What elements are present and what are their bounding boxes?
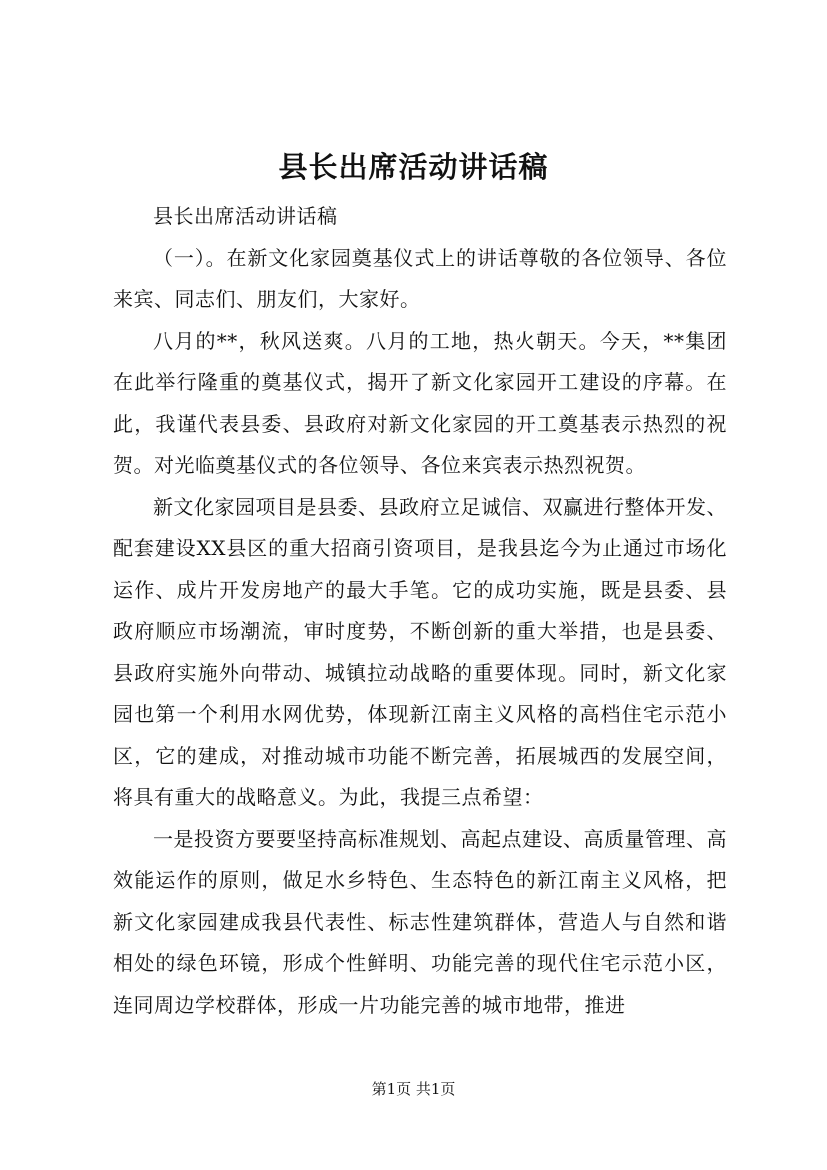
paragraph-project: 新文化家园项目是县委、县政府立足诚信、双赢进行整体开发、配套建设XX县区的重大招商引资项目，是我县迄今为止通过市场化运作、成片开发房地产的最大手笔。它的成功实施，既是县委、县政府顺应市场潮流，审时度势，不断创新的重大举措，也是县委、县政府实施外向带动、城镇拉动战略的重要体现。同时，新文化家园也第一个利用水网优势，体现新江南主义风格的高档住宅示范小区，它的建成，对推动城市功能不断完善，拓展城西的发展空间，将具有重大的战略意义。为此，我提三点希望： <box>113 494 727 809</box>
paragraph-opening: 八月的**，秋风送爽。八月的工地，热火朝天。今天，**集团在此举行隆重的奠基仪式，揭开了新文化家园开工建设的序幕。在此，我谨代表县委、县政府对新文化家园的开工奠基表示热烈的祝贺。对光临奠基仪式的各位领导、各位来宾表示热烈祝贺。 <box>113 328 727 477</box>
paragraph-hope-one: 一是投资方要要坚持高标准规划、高起点建设、高质量管理、高效能运作的原则，做足水乡特色、生态特色的新江南主义风格，把新文化家园建成我县代表性、标志性建筑群体，营造人与自然和谐相处的绿色环镜，形成个性鲜明、功能完善的现代住宅示范小区，连同周边学校群体，形成一片功能完善的城市地带，推进 <box>113 826 727 1017</box>
paragraph-subtitle: 县长出席活动讲话稿 <box>153 204 338 228</box>
document-title: 县长出席活动讲话稿 <box>278 150 549 184</box>
document-body <box>113 196 727 1026</box>
page-footer: 第1页 共1页 <box>371 1080 456 1098</box>
paragraph-greeting: （一）。在新文化家园奠基仪式上的讲话尊敬的各位领导、各位来宾、同志们、朋友们，大家好。 <box>113 245 727 311</box>
